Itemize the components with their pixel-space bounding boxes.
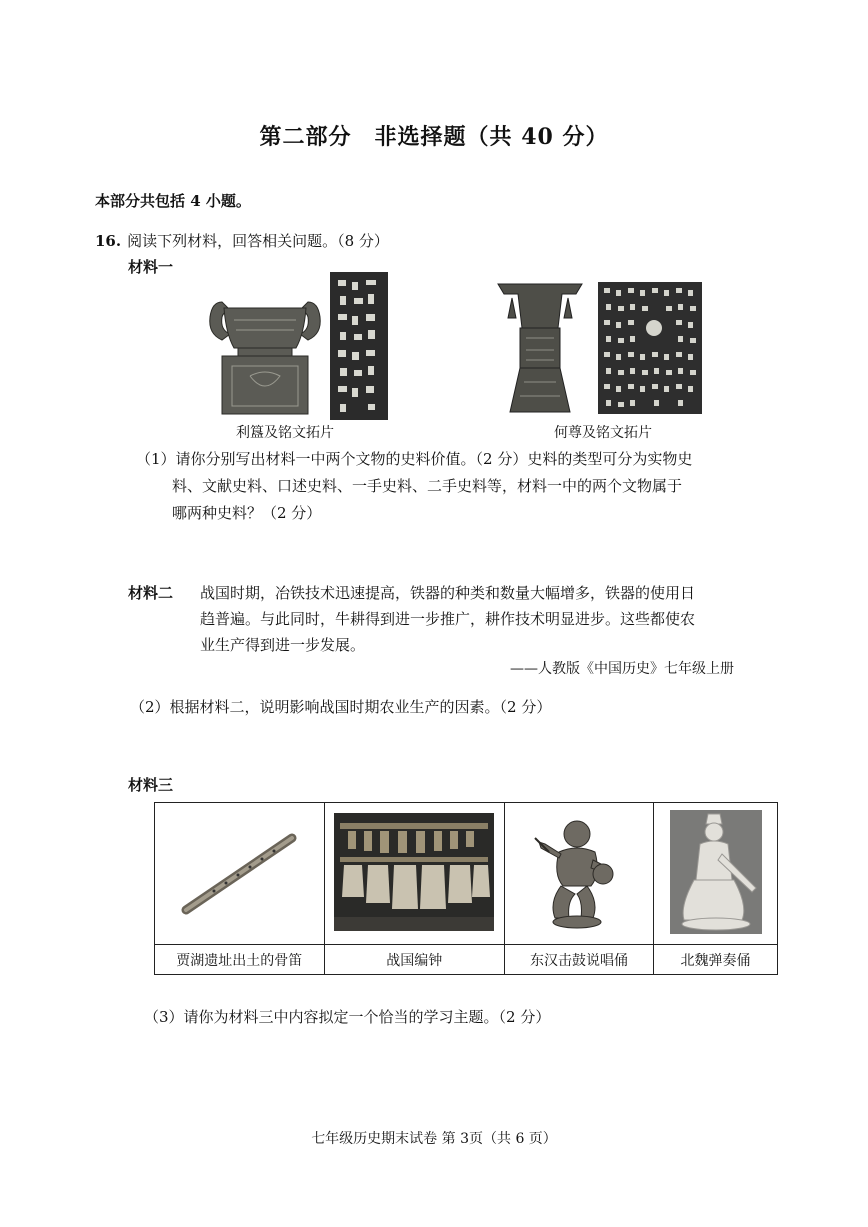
- sub1-line1: （1）请你分别写出材料一中两个文物的史料价值。（2 分）史料的类型可分为实物史: [136, 450, 693, 468]
- bianzhong-image: [334, 813, 494, 931]
- drum-storyteller-image: [529, 812, 629, 932]
- bianzhong-cell: [324, 803, 504, 945]
- material2-line2: 趋普遍。与此同时，牛耕得到进一步推广，耕作技术明显进步。这些都使农: [200, 610, 696, 628]
- pipa-player-cell: [654, 803, 778, 945]
- material3-label: 材料三: [128, 776, 174, 794]
- material1-label: 材料一: [128, 258, 174, 276]
- question-prompt: 阅读下列材料，回答相关问题。（8 分）: [127, 232, 389, 250]
- material3-caption-1: 贾湖遗址出土的骨笛: [155, 945, 325, 975]
- question-16-header: [95, 230, 389, 251]
- bone-flute-cell: [155, 803, 325, 945]
- section-title: 第二部分 非选择题（共 40 分）: [259, 124, 609, 150]
- material3-caption-4: 北魏弹奏俑: [654, 945, 778, 975]
- bone-flute-image: [174, 822, 304, 922]
- drum-storyteller-cell: [504, 803, 653, 945]
- material3-caption-2: 战国编钟: [324, 945, 504, 975]
- pipa-player-image: [670, 810, 762, 934]
- section-intro: 本部分共包括 4 小题。: [95, 192, 251, 210]
- material3-table: [154, 802, 778, 975]
- material1-caption-1: 利簋及铭文拓片: [236, 425, 334, 441]
- material2-source: ——人教版《中国历史》七年级上册: [510, 661, 734, 677]
- sub1-line2: 料、文献史料、口述史料、一手史料、二手史料等，材料一中的两个文物属于: [172, 477, 683, 495]
- question-number: 16.: [95, 232, 122, 250]
- material2-line3: 业生产得到进一步发展。: [200, 636, 366, 654]
- material1-caption-2: 何尊及铭文拓片: [554, 425, 652, 441]
- sub2-text: （2）根据材料二，说明影响战国时期农业生产的因素。（2 分）: [130, 698, 552, 716]
- page-footer: 七年级历史期末试卷 第 3页（共 6 页）: [311, 1131, 557, 1147]
- hezun-image: [490, 278, 710, 418]
- material2-label: 材料二: [128, 584, 174, 602]
- material3-caption-3: 东汉击鼓说唱俑: [504, 945, 653, 975]
- sub3-text: （3）请你为材料三中内容拟定一个恰当的学习主题。（2 分）: [144, 1008, 551, 1026]
- ligui-image: [200, 272, 400, 420]
- sub1-line3: 哪两种史料？（2 分）: [172, 504, 322, 522]
- material2-line1: 战国时期，冶铁技术迅速提高，铁器的种类和数量大幅增多，铁器的使用日: [200, 584, 696, 602]
